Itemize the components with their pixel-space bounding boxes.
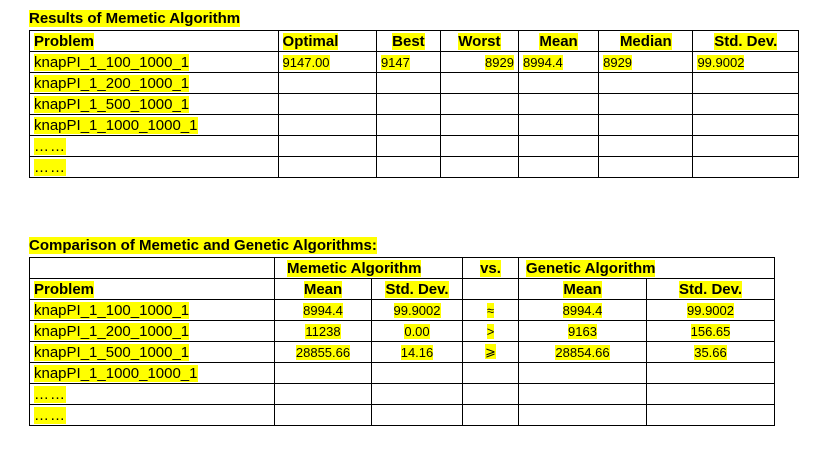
table1-header-problem: Problem: [30, 31, 279, 52]
table2-cell-problem: knapPI_1_1000_1000_1: [30, 363, 275, 384]
table2-group-vs: vs.: [463, 258, 519, 279]
table2-cell-genetic-mean: 9163: [519, 321, 647, 342]
table2-header-row: [30, 279, 775, 300]
table2-cell-genetic-mean: 28854.66: [519, 342, 647, 363]
comparison-table: [29, 257, 775, 426]
table2-group-row: [30, 258, 775, 279]
memetic-results-table: [29, 30, 799, 178]
table2-header-problem: Problem: [30, 279, 275, 300]
table2-cell-genetic-stddev: 35.66: [647, 342, 775, 363]
table2-cell-memetic-mean: 11238: [275, 321, 372, 342]
table2-cell-memetic-stddev: 99.9002: [372, 300, 463, 321]
table2-header-memetic-mean: Mean: [275, 279, 372, 300]
table2-cell-relation: ≈: [463, 300, 519, 321]
table-row: [30, 136, 799, 157]
table-row: [30, 94, 799, 115]
table-row: [30, 115, 799, 136]
table1-cell-stddev: 99.9002: [693, 52, 799, 73]
table2-cell-memetic-mean: 8994.4: [275, 300, 372, 321]
table-row: [30, 342, 775, 363]
table-row: [30, 363, 775, 384]
table2-cell-memetic-stddev: 14.16: [372, 342, 463, 363]
table-row: [30, 405, 775, 426]
table-row: [30, 73, 799, 94]
table1-header-worst: Worst: [440, 31, 518, 52]
table1-cell-best: 9147: [376, 52, 440, 73]
table-row: [30, 300, 775, 321]
table2-cell-genetic-stddev: 99.9002: [647, 300, 775, 321]
table1-header-median: Median: [599, 31, 693, 52]
table2-cell-relation: >: [463, 321, 519, 342]
table2-title-text: Comparison of Memetic and Genetic Algorithms:: [29, 237, 377, 254]
table1-cell-ellipsis: ……: [30, 136, 279, 157]
table-row: [30, 321, 775, 342]
table2-cell-genetic-stddev: 156.65: [647, 321, 775, 342]
table2-cell-ellipsis: ……: [30, 384, 275, 405]
table-row: [30, 384, 775, 405]
table2-cell-problem: knapPI_1_100_1000_1: [30, 300, 275, 321]
table2-cell-relation: ⩾: [463, 342, 519, 363]
table1-header-row: [30, 31, 799, 52]
table1-cell-ellipsis: ……: [30, 157, 279, 178]
table2-cell-problem: knapPI_1_200_1000_1: [30, 321, 275, 342]
table2-header-memetic-stddev: Std. Dev.: [372, 279, 463, 300]
table2-title: [29, 237, 377, 255]
table-row: [30, 157, 799, 178]
table2-group-memetic: Memetic Algorithm: [275, 258, 463, 279]
table2-cell-genetic-mean: 8994.4: [519, 300, 647, 321]
table2-cell-memetic-mean: 28855.66: [275, 342, 372, 363]
table1-title-text: Results of Memetic Algorithm: [29, 10, 241, 27]
table2-cell-memetic-stddev: 0.00: [372, 321, 463, 342]
table1-cell-median: 8929: [599, 52, 693, 73]
table1-header-best: Best: [376, 31, 440, 52]
table2-group-genetic: Genetic Algorithm: [519, 258, 775, 279]
table-row: [30, 52, 799, 73]
table1-header-optimal: Optimal: [278, 31, 376, 52]
table2-header-genetic-stddev: Std. Dev.: [647, 279, 775, 300]
table1-cell-problem: knapPI_1_1000_1000_1: [30, 115, 279, 136]
table1-title: [29, 10, 240, 28]
table1-cell-optimal: 9147.00: [278, 52, 376, 73]
table1-cell-problem: knapPI_1_100_1000_1: [30, 52, 279, 73]
table1-header-stddev: Std. Dev.: [693, 31, 799, 52]
table1-header-mean: Mean: [518, 31, 598, 52]
table1-cell-worst: 8929: [440, 52, 518, 73]
table2-cell-ellipsis: ……: [30, 405, 275, 426]
table1-cell-mean: 8994.4: [518, 52, 598, 73]
table2-header-genetic-mean: Mean: [519, 279, 647, 300]
table2-cell-problem: knapPI_1_500_1000_1: [30, 342, 275, 363]
table1-cell-problem: knapPI_1_200_1000_1: [30, 73, 279, 94]
table1-cell-problem: knapPI_1_500_1000_1: [30, 94, 279, 115]
